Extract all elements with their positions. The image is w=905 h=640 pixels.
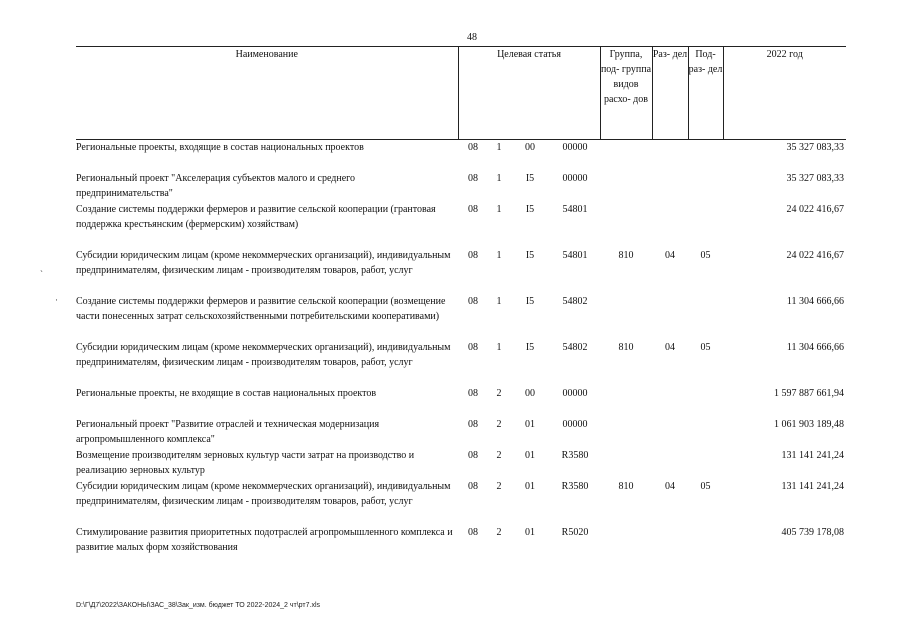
row-name: Региональные проекты, не входящие в состав национальных проектов: [76, 387, 377, 399]
row-target-project: 01: [525, 480, 535, 492]
row-section: [652, 525, 688, 571]
row-target-program: 08: [468, 172, 478, 184]
row-expense-group: [600, 171, 652, 202]
row-section: [652, 386, 688, 417]
row-target-subprogram: 1: [496, 172, 502, 184]
row-target-subprogram: 2: [496, 526, 502, 538]
row-subsection: 05: [700, 249, 711, 261]
header-section: Раз- дел: [652, 47, 688, 140]
row-target-project: I5: [525, 341, 535, 353]
row-target-program: 08: [468, 526, 478, 538]
row-section: [652, 171, 688, 202]
row-target-code: R5020: [561, 526, 589, 538]
row-target-code: 00000: [562, 142, 588, 153]
row-amount: 1 597 887 661,94: [774, 387, 844, 399]
row-expense-group: [600, 140, 652, 171]
row-target-program: 08: [468, 341, 478, 353]
row-name: Региональные проекты, входящие в состав национальных проектов: [76, 142, 364, 153]
row-section: [652, 140, 688, 171]
row-amount: 131 141 241,24: [781, 480, 844, 492]
table-row: [76, 525, 846, 571]
table-body: [76, 140, 846, 571]
row-target-project: I5: [525, 203, 535, 215]
row-target-project: 00: [525, 387, 535, 399]
row-target-program: 08: [468, 480, 478, 492]
row-target-subprogram: 1: [496, 295, 502, 307]
row-target-code: R3580: [561, 480, 589, 492]
row-amount: 24 022 416,67: [786, 249, 844, 261]
table-row: [76, 171, 846, 202]
row-target-project: 01: [525, 449, 535, 461]
table-row: [76, 386, 846, 417]
row-target-program: 08: [468, 142, 478, 153]
header-target-article: Целевая статья: [458, 47, 600, 140]
row-expense-group: [600, 386, 652, 417]
row-target-code: 54801: [562, 249, 588, 261]
row-name: Возмещение производителям зерновых культур части затрат на производство и реализацию зерновых культур: [76, 449, 415, 476]
header-year: 2022 год: [723, 47, 846, 140]
row-subsection: [688, 386, 723, 417]
row-expense-group: [600, 525, 652, 571]
budget-table: [76, 46, 846, 571]
row-subsection: [688, 294, 723, 340]
row-target-subprogram: 2: [496, 387, 502, 399]
row-target-program: 08: [468, 387, 478, 399]
row-target-code: 00000: [562, 418, 588, 430]
row-target-code: 00000: [562, 172, 588, 184]
row-target-program: 08: [468, 249, 478, 261]
row-amount: 11 304 666,66: [786, 295, 844, 307]
header-name: Наименование: [76, 47, 458, 140]
row-subsection: [688, 417, 723, 448]
row-target-code: 00000: [562, 387, 588, 399]
row-expense-group: [600, 294, 652, 340]
row-target-project: I5: [525, 249, 535, 261]
footer-file-path: D:\Г\Д7\2022\ЗАКОНЫ\ЗАС_38\Зак_изм. бюджет ТО 2022-2024_2 чт\рт7.xls: [76, 602, 321, 609]
row-subsection: [688, 171, 723, 202]
table-row: [76, 248, 846, 294]
table-row: [76, 294, 846, 340]
row-section: 04: [665, 249, 675, 261]
table-header: [76, 47, 846, 140]
row-subsection: [688, 140, 723, 171]
table-row: [76, 417, 846, 448]
row-section: [652, 448, 688, 479]
row-section: [652, 202, 688, 248]
row-target-subprogram: 1: [496, 249, 502, 261]
row-target-subprogram: 2: [496, 480, 502, 492]
header-group: Группа, под- группа видов расхо- дов: [600, 47, 652, 140]
margin-mark: ˏ: [40, 262, 43, 272]
row-amount: 405 739 178,08: [781, 526, 844, 538]
row-amount: 131 141 241,24: [781, 449, 844, 461]
row-expense-group: [600, 448, 652, 479]
row-expense-group: [600, 417, 652, 448]
row-target-project: I5: [525, 172, 535, 184]
row-target-subprogram: 1: [496, 142, 502, 153]
row-amount: 35 327 083,33: [786, 172, 844, 184]
table-row: [76, 140, 846, 171]
table-row: [76, 448, 846, 479]
margin-mark: ·: [55, 295, 58, 305]
row-subsection: [688, 525, 723, 571]
row-target-code: 54801: [562, 203, 588, 215]
row-target-subprogram: 1: [496, 203, 502, 215]
table-row: [76, 479, 846, 525]
row-subsection: 05: [700, 341, 711, 353]
row-target-subprogram: 2: [496, 449, 502, 461]
header-subsection: Под- раз- дел: [688, 47, 723, 140]
row-section: [652, 294, 688, 340]
row-section: 04: [665, 480, 675, 492]
row-section: 04: [665, 341, 675, 353]
row-name: Субсидии юридическим лицам (кроме некоммерческих организаций), индивидуальным предпринимателям, физическим лицам - производителям товаров, работ, услуг: [76, 480, 451, 507]
row-target-program: 08: [468, 449, 478, 461]
row-amount: 35 327 083,33: [786, 142, 844, 153]
table-row: [76, 340, 846, 386]
row-target-subprogram: 2: [496, 418, 502, 430]
row-target-project: 01: [525, 526, 535, 538]
row-name: Региональный проект "Развитие отраслей и техническая модернизация агропромышленного комплекса": [76, 418, 380, 445]
row-target-project: 01: [525, 418, 535, 430]
row-subsection: [688, 202, 723, 248]
row-subsection: 05: [700, 480, 711, 492]
row-expense-group: 810: [618, 341, 634, 353]
row-amount: 1 061 903 189,48: [774, 418, 844, 430]
page-number: 48: [467, 32, 477, 43]
row-target-program: 08: [468, 203, 478, 215]
row-expense-group: 810: [618, 480, 634, 492]
row-target-subprogram: 1: [496, 341, 502, 353]
row-target-code: R3580: [561, 449, 589, 461]
row-target-project: I5: [525, 295, 535, 307]
row-section: [652, 417, 688, 448]
row-name: Стимулирование развития приоритетных подотраслей агропромышленного комплекса и развитие малых форм хозяйствования: [76, 526, 453, 553]
row-expense-group: 810: [618, 249, 634, 261]
row-name: Создание системы поддержки фермеров и развитие сельской кооперации (возмещение части понесенных затрат сельскохозяйственными потребительскими кооперативами): [76, 295, 446, 322]
row-target-code: 54802: [562, 341, 588, 353]
row-target-project: 00: [525, 142, 535, 153]
row-name: Субсидии юридическим лицам (кроме некоммерческих организаций), индивидуальным предпринимателям, физическим лицам - производителям товаров, работ, услуг: [76, 341, 451, 368]
row-name: Создание системы поддержки фермеров и развитие сельской кооперации (грантовая поддержка крестьянским (фермерским) хозяйствам): [76, 203, 436, 230]
row-target-program: 08: [468, 418, 478, 430]
row-name: Региональный проект "Акселерация субъектов малого и среднего предпринимательства": [76, 172, 356, 199]
table-row: [76, 202, 846, 248]
row-subsection: [688, 448, 723, 479]
row-amount: 24 022 416,67: [786, 203, 844, 215]
row-amount: 11 304 666,66: [786, 341, 844, 353]
row-name: Субсидии юридическим лицам (кроме некоммерческих организаций), индивидуальным предпринимателям, физическим лицам - производителям товаров, работ, услуг: [76, 249, 451, 276]
row-target-code: 54802: [562, 295, 588, 307]
row-target-program: 08: [468, 295, 478, 307]
row-expense-group: [600, 202, 652, 248]
